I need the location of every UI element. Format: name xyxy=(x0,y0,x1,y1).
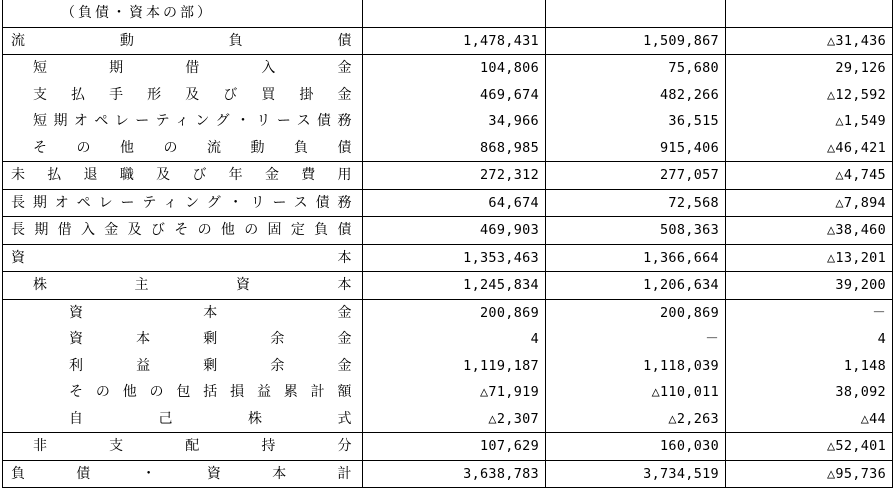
value-prior: 3,734,519 xyxy=(546,460,726,488)
row-label: 長期借入金及びその他の固定負債 xyxy=(11,222,352,239)
row-label: 自己株式 xyxy=(69,410,352,427)
value-prior: 915,406 xyxy=(546,135,726,162)
value-change: 39,200 xyxy=(726,272,893,300)
value-change: △12,592 xyxy=(726,82,893,109)
value-prior: △110,011 xyxy=(546,379,726,406)
value-prior: 482,266 xyxy=(546,82,726,109)
table-row-notes-accounts-payable xyxy=(3,82,893,109)
value-current: 1,245,834 xyxy=(363,272,546,300)
row-label: 資本金 xyxy=(69,304,352,321)
table-row-equity xyxy=(3,244,893,272)
table-row-capital-stock xyxy=(3,299,893,326)
row-label: 未払退職及び年金費用 xyxy=(11,167,352,184)
value-current: 1,353,463 xyxy=(363,244,546,272)
table-row-long-term-debt xyxy=(3,217,893,245)
value-prior: 508,363 xyxy=(546,217,726,245)
section-header-row xyxy=(3,0,893,27)
value-current: 4 xyxy=(363,326,546,353)
table-row-total-liabilities-equity xyxy=(3,460,893,488)
value-current: 868,985 xyxy=(363,135,546,162)
value-current: 1,478,431 xyxy=(363,27,546,55)
row-label: その他の包括損益累計額 xyxy=(69,384,352,401)
value-prior: 277,057 xyxy=(546,162,726,190)
row-label: 株主資本 xyxy=(33,277,352,294)
value-change: △95,736 xyxy=(726,460,893,488)
row-label: 利益剰余金 xyxy=(69,357,352,374)
value-current: 64,674 xyxy=(363,189,546,217)
value-prior: 1,206,634 xyxy=(546,272,726,300)
value-change: 29,126 xyxy=(726,55,893,82)
value-prior: △2,263 xyxy=(546,406,726,433)
value-prior: 200,869 xyxy=(546,299,726,326)
value-prior: 72,568 xyxy=(546,189,726,217)
value-current: 272,312 xyxy=(363,162,546,190)
value-prior: 75,680 xyxy=(546,55,726,82)
row-label: 負債・資本計 xyxy=(11,465,352,482)
value-change: △13,201 xyxy=(726,244,893,272)
value-current: 3,638,783 xyxy=(363,460,546,488)
section-header-cell xyxy=(3,0,363,27)
table-row-current-liabilities xyxy=(3,27,893,55)
value-current: 1,119,187 xyxy=(363,353,546,380)
section-title: （負債・資本の部） xyxy=(61,5,214,22)
value-change: △31,436 xyxy=(726,27,893,55)
table-row-retirement-pension xyxy=(3,162,893,190)
value-prior: 160,030 xyxy=(546,433,726,461)
value-current: △2,307 xyxy=(363,406,546,433)
value-prior: － xyxy=(546,326,726,353)
value-prior: 1,366,664 xyxy=(546,244,726,272)
value-change: △38,460 xyxy=(726,217,893,245)
table-row-short-term-lease xyxy=(3,108,893,135)
row-label: 短期オペレーティング・リース債務 xyxy=(33,113,352,130)
value-change: － xyxy=(726,299,893,326)
balance-table xyxy=(2,0,893,488)
row-label: その他の流動負債 xyxy=(33,139,352,156)
value-prior: 1,118,039 xyxy=(546,353,726,380)
table-row-short-term-borrowings xyxy=(3,55,893,82)
table-row-aoci xyxy=(3,379,893,406)
value-change: △44 xyxy=(726,406,893,433)
table-row-retained-earnings xyxy=(3,353,893,380)
table-row-shareholders-equity xyxy=(3,272,893,300)
value-change: 38,092 xyxy=(726,379,893,406)
value-current: 104,806 xyxy=(363,55,546,82)
table-row-treasury-stock xyxy=(3,406,893,433)
value-change: △4,745 xyxy=(726,162,893,190)
value-prior: 1,509,867 xyxy=(546,27,726,55)
value-change: △52,401 xyxy=(726,433,893,461)
table-row-long-term-lease xyxy=(3,189,893,217)
row-label: 資本 xyxy=(11,249,352,266)
value-current: 469,903 xyxy=(363,217,546,245)
value-current: △71,919 xyxy=(363,379,546,406)
value-change: △7,894 xyxy=(726,189,893,217)
table-row-noncontrolling-interests xyxy=(3,433,893,461)
value-change: △46,421 xyxy=(726,135,893,162)
value-current: 107,629 xyxy=(363,433,546,461)
row-label: 資本剰余金 xyxy=(69,331,352,348)
row-label: 支払手形及び買掛金 xyxy=(33,86,352,103)
value-current: 34,966 xyxy=(363,108,546,135)
value-change: 1,148 xyxy=(726,353,893,380)
value-prior: 36,515 xyxy=(546,108,726,135)
value-change: 4 xyxy=(726,326,893,353)
table-row-capital-surplus xyxy=(3,326,893,353)
value-current: 469,674 xyxy=(363,82,546,109)
row-label: 長期オペレーティング・リース債務 xyxy=(11,194,352,211)
row-label: 非支配持分 xyxy=(33,438,352,455)
row-label: 短期借入金 xyxy=(33,60,352,77)
value-current: 200,869 xyxy=(363,299,546,326)
row-label: 流動負債 xyxy=(11,32,352,49)
table-row-other-current-liabilities xyxy=(3,135,893,162)
value-change: △1,549 xyxy=(726,108,893,135)
